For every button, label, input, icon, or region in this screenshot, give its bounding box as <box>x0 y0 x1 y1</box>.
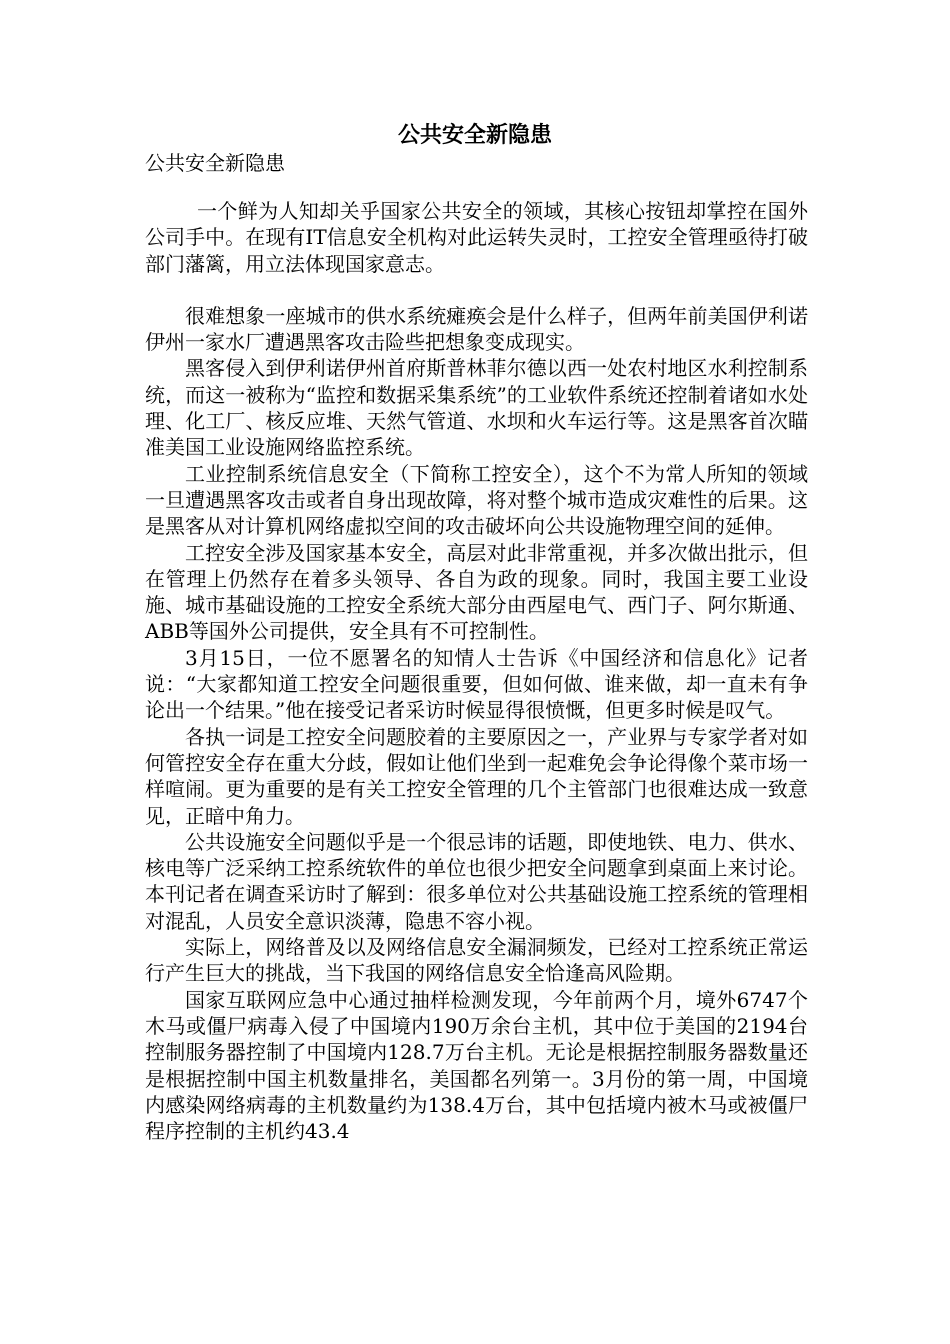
document-title: 公共安全新隐患 <box>397 123 552 148</box>
body-paragraph: 实际上，网络普及以及网络信息安全漏洞频发，已经对工控系统正常运行产生巨大的挑战，当下我国的网络信息安全恰逢高风险期。 <box>145 935 808 986</box>
lead-paragraph: 一个鲜为人知却关乎国家公共安全的领域，其核心按钮却掌控在国外公司手中。在现有IT信息安全机构对此运转失灵时，工控安全管理亟待打破部门藩篱，用立法体现国家意志。 <box>145 199 808 276</box>
paragraph-spacer <box>145 277 808 303</box>
body-paragraph: 工业控制系统信息安全（下简称工控安全），这个不为常人所知的领域一旦遭遇黑客攻击或者自身出现故障，将对整个城市造成灾难性的后果。这是黑客从对计算机网络虚拟空间的攻击破坏向公共设施物理空间的延伸。 <box>145 461 808 539</box>
document-subtitle: 公共安全新隐患 <box>145 151 285 175</box>
document-body <box>145 198 808 1144</box>
body-paragraph: 国家互联网应急中心通过抽样检测发现，今年前两个月，境外6747个木马或僵尸病毒入侵了中国境内190万余台主机，其中位于美国的2194台控制服务器控制了中国境内128.7万台主机。无论是根据控制服务器数量还是根据控制中国主机数量排名，美国都名列第一。3月份的第一周，中国境内感染网络病毒的主机数量约为138.4万台，其中包括境内被木马或被僵尸程序控制的主机约43.4 <box>145 987 808 1144</box>
body-paragraph: 黑客侵入到伊利诺伊州首府斯普林菲尔德以西一处农村地区水利控制系统，而这一被称为“监控和数据采集系统”的工业软件系统还控制着诸如水处理、化工厂、核反应堆、天然气管道、水坝和火车运行等。这是黑客首次瞄准美国工业设施网络监控系统。 <box>145 356 808 460</box>
body-paragraph: 工控安全涉及国家基本安全，高层对此非常重视，并多次做出批示，但在管理上仍然存在着多头领导、各自为政的现象。同时，我国主要工业设施、城市基础设施的工控安全系统大部分由西屋电气、西门子、阿尔斯通、ABB等国外公司提供，安全具有不可控制性。 <box>145 540 808 644</box>
body-paragraph: 3月15日，一位不愿署名的知情人士告诉《中国经济和信息化》记者说：“大家都知道工控安全问题很重要，但如何做、谁来做，却一直未有争论出一个结果。”他在接受记者采访时候显得很愤慨，但更多时候是叹气。 <box>145 645 808 723</box>
body-paragraph: 很难想象一座城市的供水系统瘫痪会是什么样子，但两年前美国伊利诺伊州一家水厂遭遇黑客攻击险些把想象变成现实。 <box>145 303 808 355</box>
body-paragraph: 各执一词是工控安全问题胶着的主要原因之一，产业界与专家学者对如何管控安全存在重大分歧，假如让他们坐到一起难免会争论得像个菜市场一样喧闹。更为重要的是有关工控安全管理的几个主管部门也很难达成一致意见，正暗中角力。 <box>145 724 808 828</box>
body-paragraph: 公共设施安全问题似乎是一个很忌讳的话题，即使地铁、电力、供水、核电等广泛采纳工控系统软件的单位也很少把安全问题拿到桌面上来讨论。本刊记者在调查采访时了解到：很多单位对公共基础设施工控系统的管理相对混乱，人员安全意识淡薄，隐患不容小视。 <box>145 829 808 933</box>
